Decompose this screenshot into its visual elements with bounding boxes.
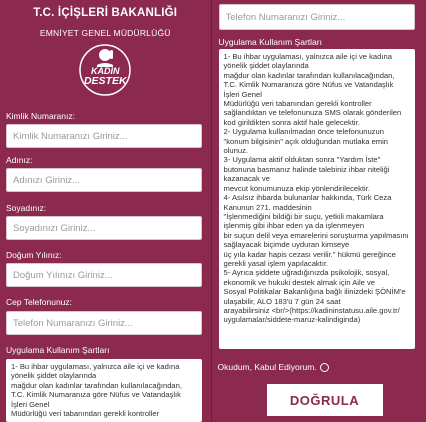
kadin-destek-logo: [75, 43, 135, 97]
logo-line-kadin: KADIN: [91, 66, 120, 76]
terms-text: 1- Bu ihbar uygulaması, yalnızca aile içi ve kadına yönelik şiddet olaylarında mağdur olan kadınlar tarafından kullanılacağından, T.C. Kimlik Numaranıza göre Nüfus ve Vatandaşlık İşleri Genel Müdürlüğü veri tabanından gerekli kontroller: [11, 362, 182, 419]
accept-terms-row[interactable]: [218, 362, 329, 372]
terms-title-right: Uygulama Kullanım Şartları: [218, 37, 322, 47]
accept-terms-label: Okudum, Kabul Ediyorum.: [217, 362, 317, 372]
terms-scroll-box[interactable]: [6, 359, 202, 422]
directorate-subtitle: EMNİYET GENEL MÜDÜRLÜĞÜ: [39, 28, 171, 38]
terms-text-right: 1- Bu ihbar uygulaması, yalnızca aile içi ve kadına yönelik şiddet olaylarında mağdur olan kadınlar tarafından kullanılacağından, T.C. Kimlik Numaranıza göre Nüfus ve Vatandaşlık İşleri Genel Müdürlüğü veri tabanından gerekli kontroller sağlandıktan ve telefonunuza SMS olarak gönderilen kod girildikten sonra aktif hale gelecektir. 2- Uygulama kullanılmadan önce telefonunuzun "konum bilgisinin" açık olduğundan mutlaka emin olunuz. 3- Uygulama aktif olduktan sonra "Yardım İste" butonuna basmanız halinde talebiniz ihbar niteliği kazanacak ve mevcut konumunuza ekip yönlendirilecektir. 4- Asılsız ihbarda bulunanlar hakkında, Türk Ceza Kanunun 271. maddesinin "İşlenmediğini bildiği bir suçu, yetkili makamlara işlenmiş gibi ihbar eden ya da işlenmeyen bir suçun delil veya emarelerini soruşturma yapılmasını sağlayacak biçimde uyduran kimseye üç yıla kadar hapis cezası verilir." hükmü gereğince gerekli yasal işlem yapılacaktır. 5- Ayrıca şiddete uğradığınızda psikolojik, sosyal, ekonomik ve hukuki destek almak için Aile ve Sosyal Politikalar Bakanlığına bağlı ilinizdeki ŞÖNİM'e ulaşabilir, ALO 183'ü 7 gün 24 saat arayabilirsiniz <br/>(https://kadininstatusu.aile.gov.tr/ uygulamalar/siddete-maruz-kalindiginda): [223, 52, 409, 325]
terms-scroll-box-right[interactable]: [219, 49, 415, 349]
birth-year-label: Doğum Yılınız:: [6, 250, 62, 260]
terms-title: Uygulama Kullanım Şartları: [6, 345, 110, 355]
verify-button[interactable]: DOĞRULA: [267, 384, 383, 416]
surname-input[interactable]: [6, 216, 202, 240]
phone-label: Cep Telefonunuz:: [6, 297, 73, 307]
surname-label: Soyadınız:: [6, 203, 47, 213]
tc-number-label: Kimlik Numaranız:: [6, 111, 75, 121]
accept-terms-radio[interactable]: [320, 363, 329, 372]
ministry-title: T.C. İÇİŞLERİ BAKANLIĞI: [33, 7, 178, 19]
logo-line-destek: DESTEK: [83, 75, 127, 87]
logo-container: [0, 43, 211, 97]
tc-number-input[interactable]: [6, 124, 202, 148]
name-input[interactable]: [6, 168, 202, 192]
name-label: Adınız:: [6, 155, 33, 165]
phone-input[interactable]: [6, 311, 202, 335]
terms-accept-panel[interactable]: [212, 0, 426, 422]
phone-input-top[interactable]: [219, 4, 415, 30]
registration-form-panel[interactable]: [0, 0, 212, 422]
birth-year-input[interactable]: [6, 263, 202, 287]
